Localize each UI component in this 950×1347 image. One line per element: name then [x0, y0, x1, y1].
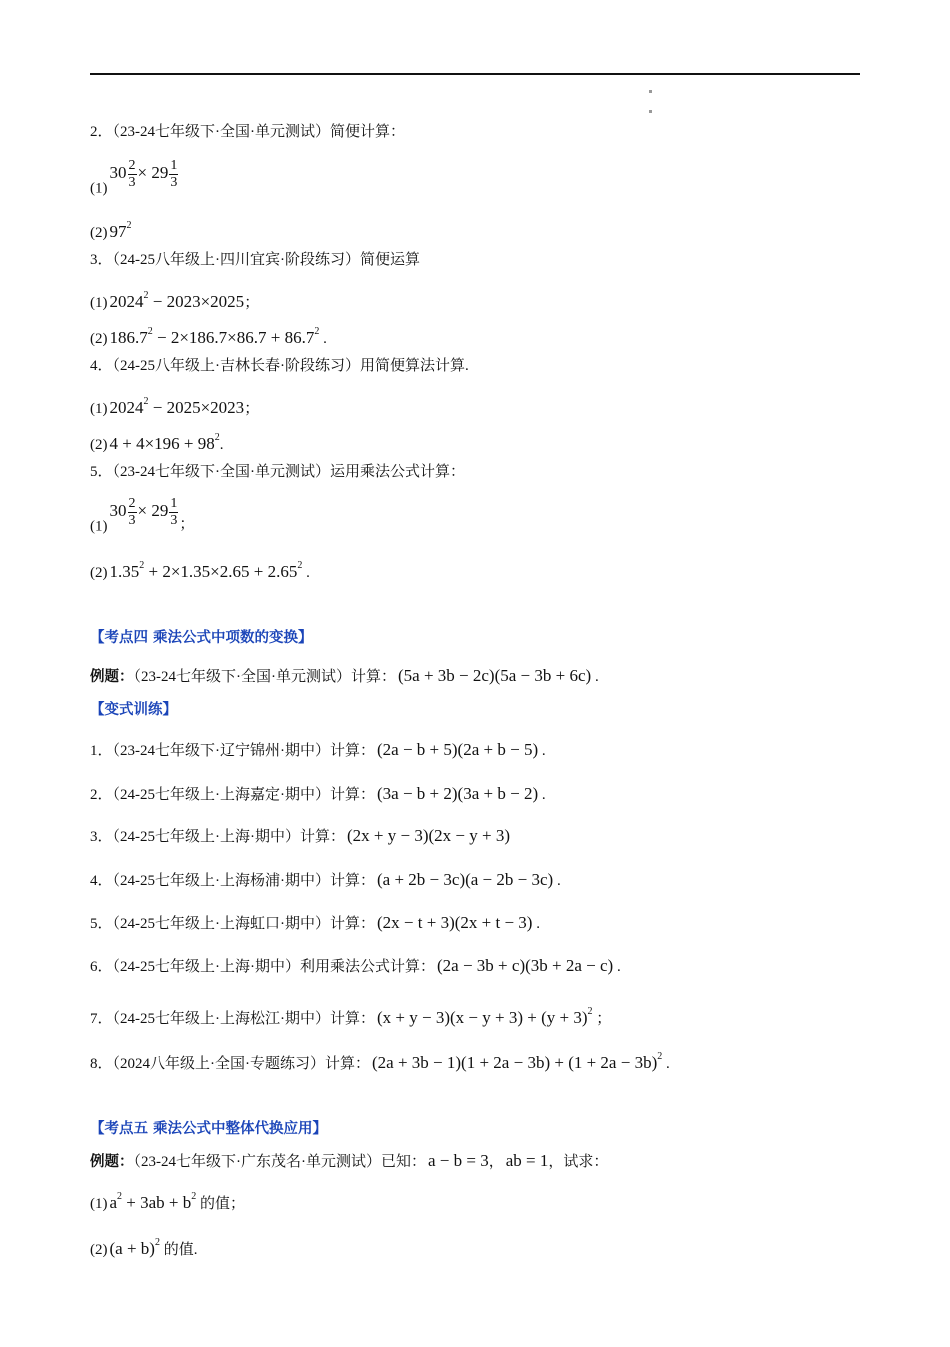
math-expression: (2x + y − 3)(2x − y + 3)	[347, 826, 511, 845]
math-expression: a − b = 3	[428, 1151, 489, 1170]
question-3-part-2: (2) $186.7^2 - 2\times 186.7\times 86.7 + 86.7^2$ .	[90, 326, 327, 347]
math-expression: $97^2$	[109, 220, 132, 241]
exercise-item: 1．（23-24七年级下·辽宁锦州·期中）计算： (2a − b + 5)(2a + b − 5) .	[90, 740, 546, 759]
math-expression: $1.35^2 + 2\times 1.35\times 2.65 + 2.65^2$	[109, 560, 303, 581]
fraction: $\frac{2}{3}$	[128, 496, 136, 528]
exercise-item: 3．（24-25七年级上·上海·期中）计算： (2x + y − 3)(2x − y + 3)	[90, 826, 511, 845]
question-text: （23-24七年级下·全国·单元测试）运用乘法公式计算：	[112, 464, 466, 480]
exercise-item: 8．（2024八年级上·全国·专题练习）计算： $(2a + 3b - 1)(1 + 2a - 3b) + (1 + 2a - 3b)^2$ .	[90, 1051, 670, 1072]
question-text: （24-25八年级上·吉林长春·阶段练习）用简便算法计算.	[112, 358, 469, 374]
exercise-item: 2．（24-25七年级上·上海嘉定·期中）计算： (3a − b + 2)(3a + b − 2) .	[90, 784, 546, 803]
section-4-example: 例题：（23-24七年级下·全国·单元测试）计算： (5a + 3b − 2c)(5a − 3b + 6c) .	[90, 666, 599, 685]
math-expression: 30 $\frac{2}{3}$ × 29 $\frac{1}{3}$	[109, 158, 178, 190]
part-label: (1)	[90, 518, 108, 535]
part-label: (2)	[90, 565, 108, 581]
math-expression: $2024^2 - 2025\times 2023$	[109, 396, 245, 417]
math-expression: (5a + 3b − 2c)(5a − 3b + 6c)	[398, 666, 592, 685]
section-4-heading: 【考点四 乘法公式中项数的变换】	[90, 630, 313, 646]
math-expression: $(a + b)^2$	[109, 1237, 160, 1258]
marker-dot	[649, 110, 652, 113]
section-5-example: 例题：（23-24七年级下·广东茂名·单元测试）已知： a − b = 3， ab = 1，试求：	[90, 1151, 609, 1170]
question-2	[90, 122, 405, 142]
part-label: (1)	[90, 401, 108, 417]
math-expression: $2024^2 - 2023\times 2025$	[109, 290, 245, 311]
question-4-part-2: (2) $4 + 4\times 196 + 98^2$.	[90, 432, 224, 453]
fraction: $\frac{1}{3}$	[170, 496, 178, 528]
math-expression: (a + 2b − 3c)(a − 2b − 3c)	[377, 870, 554, 889]
question-4	[90, 356, 469, 376]
question-number: 3．	[90, 252, 113, 268]
question-5-part-1: (1)30 $\frac{2}{3}$ × 29 $\frac{1}{3}$ ；	[90, 496, 195, 535]
exercise-item: 5．（24-25七年级上·上海虹口·期中）计算： (2x − t + 3)(2x + t − 3) .	[90, 913, 540, 932]
question-5-part-2: (2) $1.35^2 + 2\times 1.35\times 2.65 + 2.65^2$ .	[90, 560, 310, 581]
question-text: （23-24七年级下·全国·单元测试）简便计算：	[112, 124, 406, 140]
question-3-part-1: (1) $2024^2 - 2023\times 2025$；	[90, 290, 260, 311]
example-text: （23-24七年级下·全国·单元测试）计算：	[133, 669, 396, 685]
math-expression: $(2a + 3b - 1)(1 + 2a - 3b) + (1 + 2a - 3b)^2$	[372, 1051, 663, 1072]
question-number: 2．	[90, 124, 113, 140]
question-4-part-1: (1) $2024^2 - 2025\times 2023$；	[90, 396, 260, 417]
math-expression: $186.7^2 - 2\times 186.7\times 86.7 + 86.7^2$	[109, 326, 320, 347]
part-label: (1)	[90, 180, 108, 197]
math-expression: (2a − 3b + c)(3b + 2a − c)	[437, 956, 614, 975]
example-label: 例题：	[90, 669, 134, 685]
math-expression: (3a − b + 2)(3a + b − 2)	[377, 784, 539, 803]
part-label: (2)	[90, 437, 108, 453]
part-label: (2)	[90, 1242, 108, 1258]
fraction: $\frac{1}{3}$	[170, 158, 178, 190]
question-3	[90, 250, 420, 270]
part-label: (2)	[90, 225, 108, 241]
section-4-subheading: 【变式训练】	[90, 702, 177, 718]
math-expression: 30 $\frac{2}{3}$ × 29 $\frac{1}{3}$	[109, 496, 178, 528]
question-2-part-2	[90, 216, 132, 243]
part-label: (1)	[90, 1196, 108, 1212]
math-expression: $4 + 4\times 196 + 98^2$	[109, 432, 220, 453]
example-text: （23-24七年级下·广东茂名·单元测试）已知：	[133, 1154, 426, 1170]
fraction: $\frac{2}{3}$	[128, 158, 136, 190]
question-number: 5．	[90, 464, 113, 480]
math-expression: $(x + y - 3)(x - y + 3) + (y + 3)^2$	[377, 1006, 593, 1027]
question-number: 4．	[90, 358, 113, 374]
header-rule	[90, 73, 860, 75]
math-expression: ab = 1	[505, 1151, 549, 1170]
marker-dot	[649, 90, 652, 93]
exercise-item: 7．（24-25七年级上·上海松江·期中）计算： $(x + y - 3)(x - y + 3) + (y + 3)^2$ ；	[90, 1006, 612, 1027]
math-expression: (2x − t + 3)(2x + t − 3)	[377, 913, 533, 932]
example-label: 例题：	[90, 1154, 134, 1170]
math-expression: (2a − b + 5)(2a + b − 5)	[377, 740, 539, 759]
section-5-part-1: (1) $a^2 + 3ab + b^2$ 的值；	[90, 1191, 246, 1212]
question-text: （24-25八年级上·四川宜宾·阶段练习）简便运算	[112, 252, 421, 268]
section-5-part-2: (2) $(a + b)^2$ 的值.	[90, 1237, 198, 1258]
exercise-item: 6．（24-25七年级上·上海·期中）利用乘法公式计算： (2a − 3b + c)(3b + 2a − c) .	[90, 956, 621, 975]
question-2-part-1	[90, 158, 179, 198]
part-label: (2)	[90, 331, 108, 347]
part-label: (1)	[90, 295, 108, 311]
section-5-heading: 【考点五 乘法公式中整体代换应用】	[90, 1121, 328, 1137]
exercise-item: 4．（24-25七年级上·上海杨浦·期中）计算： (a + 2b − 3c)(a − 2b − 3c) .	[90, 870, 561, 889]
math-expression: $a^2 + 3ab + b^2$	[109, 1191, 197, 1212]
question-5	[90, 462, 465, 482]
